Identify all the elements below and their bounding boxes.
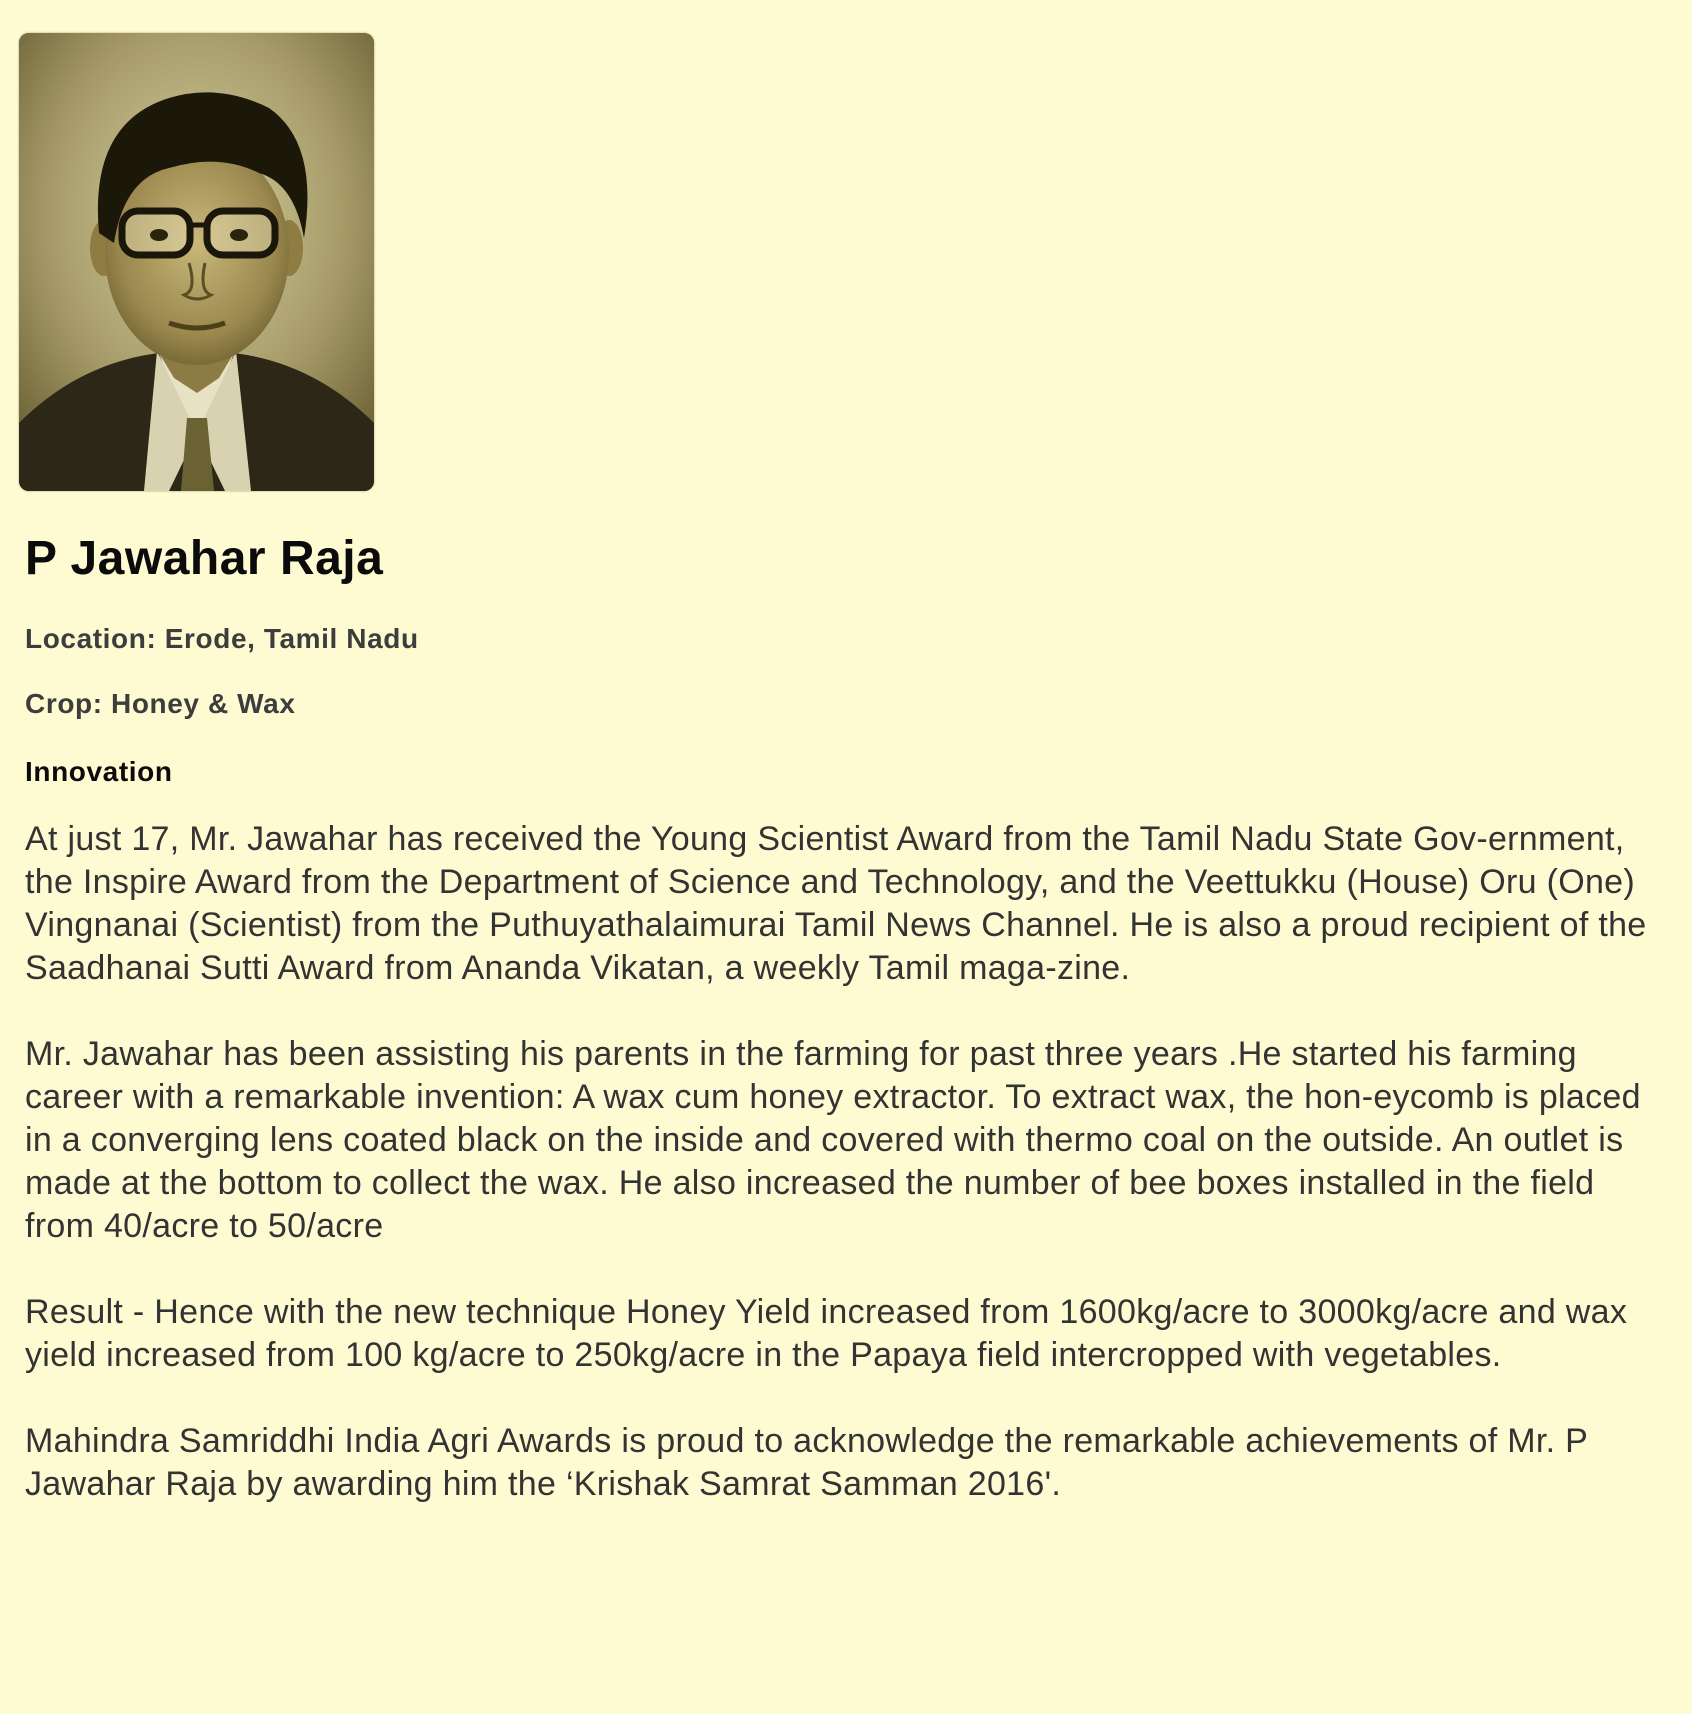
profile-photo — [19, 33, 374, 491]
paragraph-invention: Mr. Jawahar has been assisting his parents in the farming for past three years .He started his farming career with a remarkable invention: A wax cum honey extractor. To extract wax, the hon-eycomb is placed in a converging lens coated black on the inside and covered with thermo coal on the outside. An outlet is made at the bottom to collect the wax. He also increased the number of bee boxes installed in the field from 40/acre to 50/acre — [25, 1035, 1641, 1246]
crop-label: Crop: Honey & Wax — [25, 688, 296, 720]
profile-content — [25, 530, 1665, 1549]
portrait-photo — [19, 33, 374, 491]
paragraph-acknowledgement: Mahindra Samriddhi India Agri Awards is proud to acknowledge the remarkable achievements of Mr. P Jawahar Raja by awarding him the ‘Krishak Samrat Samman 2016'. — [25, 1422, 1588, 1504]
paragraph-result: Result - Hence with the new technique Honey Yield increased from 1600kg/acre to 3000kg/acre and wax yield increased from 100 kg/acre to 250kg/acre in the Papaya field intercropped with vegetables. — [25, 1293, 1628, 1375]
profile-name: P Jawahar Raja — [25, 532, 384, 585]
location-label: Location: Erode, Tamil Nadu — [25, 622, 419, 654]
innovation-heading: Innovation — [25, 755, 173, 787]
innovation-body — [25, 818, 1665, 1506]
paragraph-awards: At just 17, Mr. Jawahar has received the Young Scientist Award from the Tamil Nadu State Gov-ernment, the Inspire Award from the Department of Science and Technology, and the Veettukku (House) Oru (One) Vingnanai (Scientist) from the Puthuyathalaimurai Tamil News Channel. He is also a proud recipient of the Saadhanai Sutti Award from Ananda Vikatan, a weekly Tamil maga-zine. — [25, 820, 1647, 988]
